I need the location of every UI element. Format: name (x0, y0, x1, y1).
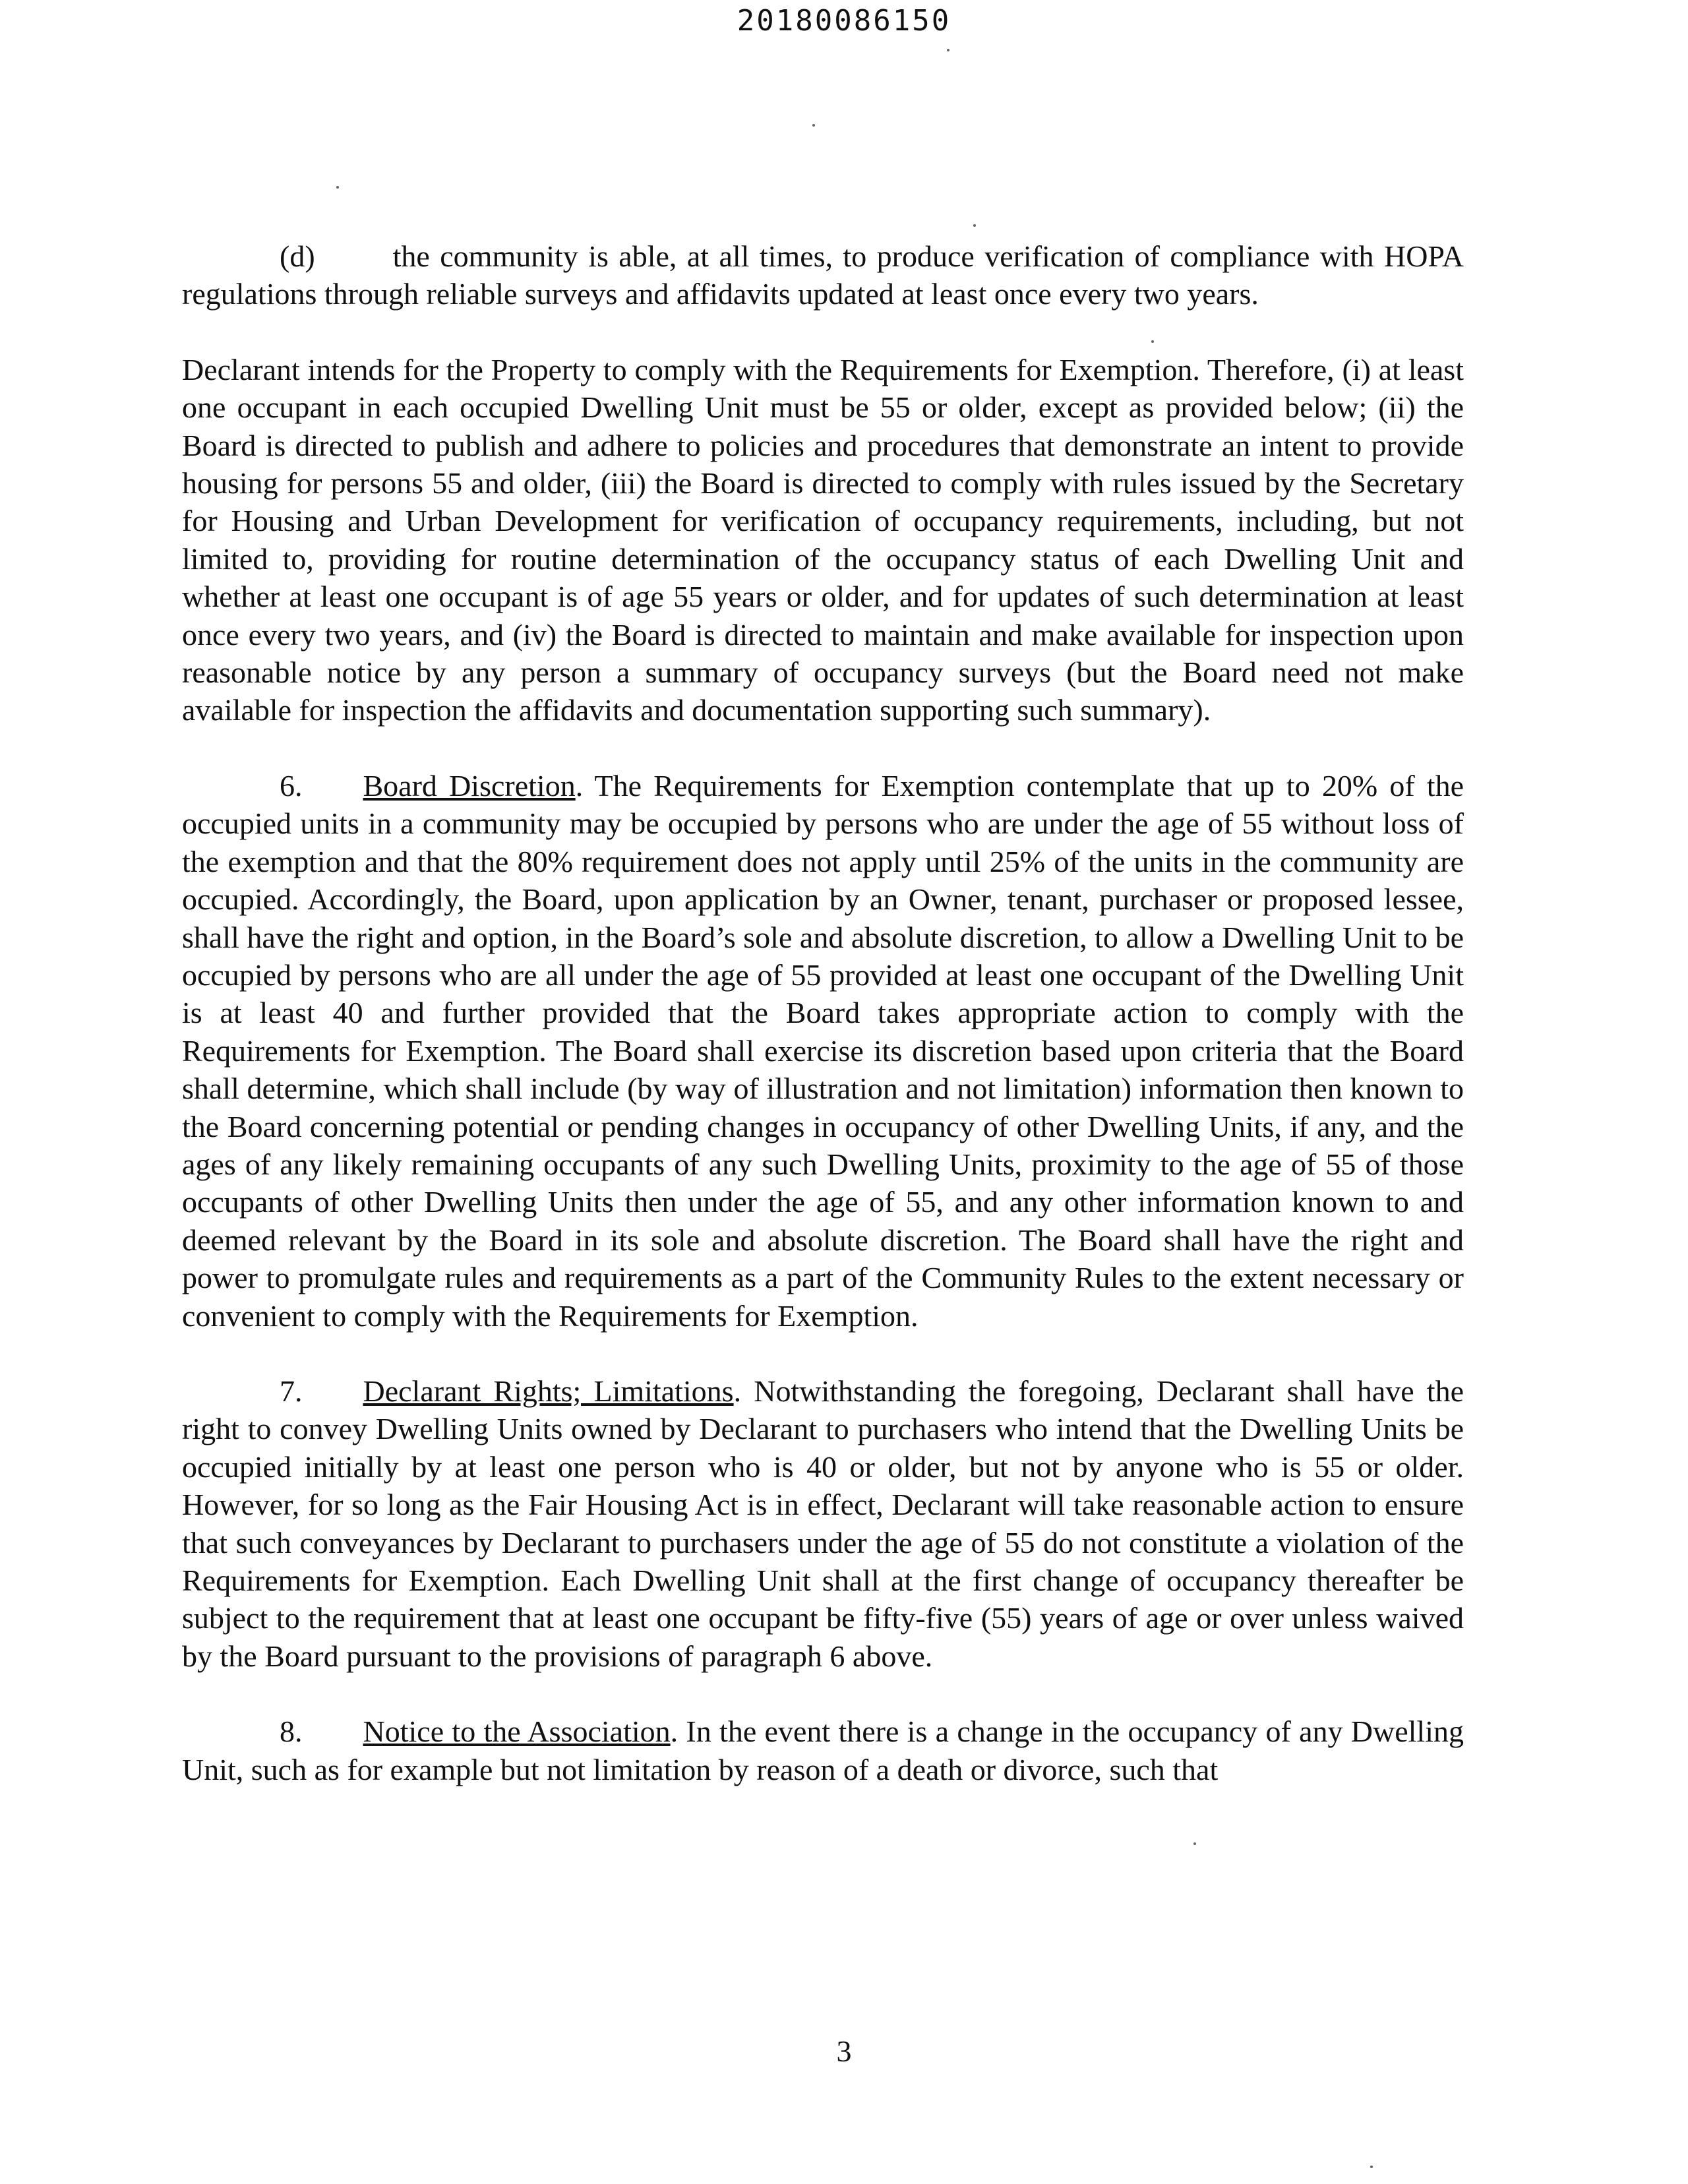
scan-speck (812, 124, 815, 127)
paragraph-declarant-intent-text: Declarant intends for the Property to comply with the Requirements for Exemption. Therefore, (i) at least one occupant in each occupied Dwelling Unit must be 55 or older, except as provided below; (ii) the Board is directed to publish and adhere to policies and procedures that demonstrate an intent to provide housing for persons 55 and older, (iii) the Board is directed to comply with rules issued by the Secretary for Housing and Urban Development for verification of occupancy requirements, including, but not limited to, providing for routine determination of the occupancy status of each Dwelling Unit and whether at least one occupant is of age 55 years or older, and for updates of such determination at least once every two years, and (iv) the Board is directed to maintain and make available for inspection upon reasonable notice by any person a summary of occupancy surveys (but the Board need not make available for inspection the affidavits and documentation supporting such summary). (182, 352, 1464, 727)
scan-speck (947, 49, 950, 51)
section-7-text: . Notwithstanding the foregoing, Declarant shall have the right to convey Dwelling Units owned by Declarant to purchasers who intend that the Dwelling Units be occupied initially by at least one person who is 40 or older, but not by anyone who is 55 or older. However, for so long as the Fair Housing Act is in effect, Declarant will take reasonable action to ensure that such conveyances by Declarant to purchasers under the age of 55 do not constitute a violation of the Requirements for Exemption. Each Dwelling Unit shall at the first change of occupancy thereafter be subject to the requirement that at least one occupant be fifty-five (55) years of age or over unless waived by the Board pursuant to the provisions of paragraph 6 above. (182, 1374, 1464, 1673)
section-6-heading: Board Discretion (363, 768, 576, 803)
section-8-notice (182, 1713, 1464, 1788)
scan-speck (1151, 340, 1154, 343)
paragraph-d-marker: (d) (280, 239, 315, 273)
paragraph-d-text: the community is able, at all times, to produce verification of compliance with HOPA regulations through reliable surveys and affidavits updated at least once every two years. (182, 239, 1464, 311)
section-7-heading: Declarant Rights; Limitations (363, 1374, 734, 1408)
section-8-number: 8. (280, 1714, 303, 1749)
section-6-text: . The Requirements for Exemption contemplate that up to 20% of the occupied units in a community may be occupied by persons who are under the age of 55 without loss of the exemption and that the 80% requirement does not apply until 25% of the units in the community are occupied. Accordingly, the Board, upon application by an Owner, tenant, purchaser or proposed lessee, shall have the right and option, in the Board’s sole and absolute discretion, to allow a Dwelling Unit to be occupied by persons who are all under the age of 55 provided at least one occupant of the Dwelling Unit is at least 40 and further provided that the Board takes appropriate action to comply with the Requirements for Exemption. The Board shall exercise its discretion based upon criteria that the Board shall determine, which shall include (by way of illustration and not limitation) information then known to the Board concerning potential or pending changes in occupancy of other Dwelling Units, if any, and the ages of any likely remaining occupants of any such Dwelling Units, proximity to the age of 55 of those occupants of other Dwelling Units then under the age of 55, and any other information known to and deemed relevant by the Board in its sole and absolute discretion. The Board shall have the right and power to promulgate rules and requirements as a part of the Community Rules to the extent necessary or convenient to comply with the Requirements for Exemption. (182, 768, 1464, 1333)
page-number: 3 (836, 2034, 852, 2068)
scan-speck (336, 186, 339, 189)
scan-speck (1193, 1842, 1196, 1845)
scan-speck (973, 224, 976, 227)
section-6-number: 6. (280, 768, 303, 803)
document-number: 20180086150 (737, 4, 951, 38)
paragraph-d (182, 237, 1464, 313)
section-6-board-discretion (182, 767, 1464, 1335)
section-8-text: . In the event there is a change in the occupancy of any Dwelling Unit, such as for example but not limitation by reason of a death or divorce, such that (182, 1714, 1464, 1786)
section-7-declarant-rights (182, 1372, 1464, 1675)
scan-speck (1370, 2166, 1373, 2168)
section-7-number: 7. (280, 1374, 303, 1408)
document-body (182, 237, 1464, 1826)
section-8-heading: Notice to the Association (363, 1714, 671, 1749)
paragraph-declarant-intent (182, 351, 1464, 729)
